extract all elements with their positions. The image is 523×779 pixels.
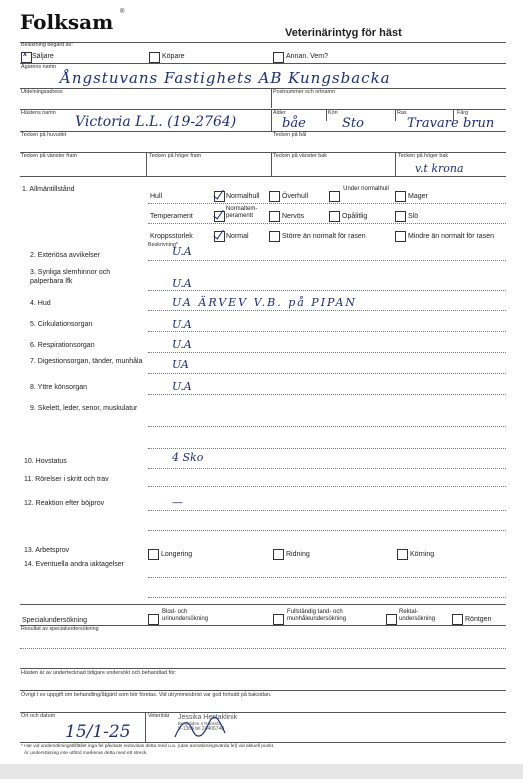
mager-checkbox[interactable]	[395, 191, 406, 202]
stamp-line-3: V-1384 tel 24406740	[178, 726, 225, 732]
tecken-huvud-label: Tecken på huvudet	[21, 132, 67, 138]
footnote-2: Är undersökning inte utförd markeras detta med ett streck.	[24, 751, 148, 756]
ovrigt-label: Övrigt t ex uppgift om behandling/åtgärd som bör företas. Vid utrymmesbrist var god fortsätt på baksidan.	[21, 692, 272, 698]
section-2-value: U.A	[172, 245, 192, 258]
section-7-value: UA	[172, 358, 189, 371]
korning-label: Körning	[410, 551, 435, 558]
ort-value: 15/1-25	[65, 722, 131, 742]
blod-label: Blod- och urinundersökning	[162, 609, 209, 622]
normaltemp-label: Normaltem-peramentt	[226, 206, 258, 219]
section-6-value: U.A	[172, 338, 192, 351]
folksam-logo: Folksam	[20, 10, 114, 34]
ridning-label: Ridning	[286, 551, 310, 558]
tecken-bal-label: Tecken på bål	[273, 132, 307, 138]
kropp-normal-label: Normal	[226, 233, 249, 240]
undernormal-label: Under normalhull	[343, 186, 389, 192]
section-14-label: 14. Eventuella andra iaktagelser	[24, 561, 125, 568]
alder-label: Ålder	[273, 110, 286, 116]
ras-label: Ras	[397, 110, 407, 116]
rontgen-checkbox[interactable]	[452, 614, 463, 625]
section-2-label: 2. Exteriösa avvikelser	[30, 252, 101, 259]
behandlad-label: Hästen är av undertecknad tidigare undersökt och behandlad för:	[21, 670, 177, 676]
ras-value: Travare	[407, 116, 459, 131]
kropp-storre-label: Större än normalt för rasen	[282, 233, 366, 240]
section-12-label: 12. Reaktion efter böjprov	[24, 500, 105, 507]
footnote-1: * Har vid undersökningstillfället inga fel påvisats redovisas detta med u.a. (utan anmärkningsvärda fel) vid aktuell punkt.	[21, 744, 275, 749]
allmant-label: 1. Allmäntillstånd	[22, 186, 75, 193]
hast-name-value: Victoria L.L. (19-2764)	[75, 114, 237, 130]
agare-name-value: Ångstuvans Fastighets AB Kungsbacka	[60, 69, 391, 87]
section-6-label: 6. Respirationsorgan	[30, 342, 95, 349]
section-8-value: U.A	[172, 380, 192, 393]
special-label: Specialundersökning	[22, 617, 87, 624]
resultat-label: Resultat av specialundersökning	[21, 626, 99, 632]
annan-checkbox[interactable]	[273, 52, 284, 63]
section-4-value: UA ÄRVEV V.B. på PIPAN	[172, 296, 358, 309]
normalhull-checkbox[interactable]	[214, 191, 225, 202]
overhull-checkbox[interactable]	[269, 191, 280, 202]
beskrivning-label: Beskrivning*	[148, 242, 178, 248]
address-label: Utdelningsadress	[21, 89, 63, 95]
postal-label: Postnummer och ortnamn	[273, 89, 336, 95]
section-5-value: U.A	[172, 318, 192, 331]
section-10-value: 4 Sko	[172, 451, 204, 464]
blod-checkbox[interactable]	[148, 614, 159, 625]
hull-label: Hull	[150, 193, 163, 200]
farg-value: brun	[463, 116, 495, 131]
saljare-mark: x	[23, 51, 27, 58]
slo-checkbox[interactable]	[395, 211, 406, 222]
tecken-hb-label: Tecken på höger bak	[398, 153, 449, 159]
temperament-label: Temperament	[150, 213, 193, 220]
farg-label: Färg	[457, 110, 469, 116]
nervos-label: Nervös	[282, 213, 305, 220]
agare-name-label: Ägarens namn	[21, 64, 57, 70]
ridning-checkbox[interactable]	[273, 549, 284, 560]
section-13-label: 13. Arbetsprov	[24, 547, 70, 554]
tecken-hf-label: Tecken på höger fram	[149, 153, 202, 159]
section-8-label: 8. Yttre könsorgan	[30, 384, 88, 391]
undernormal-checkbox[interactable]	[329, 191, 340, 202]
opalitlig-label: Opålitlig	[342, 213, 368, 220]
tecken-vb-label: Tecken på vänster bak	[273, 153, 327, 159]
kopare-checkbox[interactable]	[149, 52, 160, 63]
vet-signature	[170, 715, 230, 743]
registered-mark: ®	[120, 9, 125, 15]
page-title: Veterinärintyg för häst	[285, 27, 402, 39]
annan-label: Annan. Vem?	[286, 53, 329, 60]
tand-label: Fullständig tand- och munhåleundersökning	[287, 609, 347, 622]
slo-label: Slö	[408, 213, 419, 220]
section-10-label: 10. Hovstatus	[24, 458, 67, 465]
opalitlig-checkbox[interactable]	[329, 211, 340, 222]
mager-label: Mager	[408, 193, 428, 200]
kopare-label: Köpare	[162, 53, 185, 60]
tand-checkbox[interactable]	[273, 614, 284, 625]
korning-checkbox[interactable]	[397, 549, 408, 560]
longering-checkbox[interactable]	[148, 549, 159, 560]
saljare-label: Säljare	[32, 53, 54, 60]
longering-label: Longering	[161, 551, 193, 558]
kropp-normal-checkbox[interactable]	[214, 231, 225, 242]
rektal-checkbox[interactable]	[386, 614, 397, 625]
rektal-label: Rektal-undersökning	[399, 609, 436, 622]
bestallning-label: Besiktning begärd av:	[21, 42, 73, 48]
tecken-hb-value: v.t krona	[415, 162, 464, 175]
kon-value: Sto	[342, 116, 364, 131]
section-9-label: 9. Skelett, leder, senor, muskulatur	[30, 405, 138, 412]
normaltemp-checkbox[interactable]	[214, 211, 225, 222]
kropp-storre-checkbox[interactable]	[269, 231, 280, 242]
vet-label: Veterinär	[148, 713, 170, 719]
section-3-label: 3. Synliga slemhinnor och palperbara lfk	[30, 269, 111, 285]
section-12-value: —	[172, 496, 183, 509]
nervos-checkbox[interactable]	[269, 211, 280, 222]
section-11-label: 11. Rörelser i skritt och trav	[24, 476, 109, 483]
kon-label: Kön	[328, 110, 338, 116]
section-7-label: 7. Digestionsorgan, tänder, munhåla	[30, 358, 143, 365]
hast-name-label: Hästens namn	[21, 110, 56, 116]
ort-label: Ort och datum	[21, 713, 56, 719]
stamp-line-1: Jessika Hestaklinik	[178, 714, 238, 721]
section-5-label: 5. Cirkulationsorgan	[30, 321, 93, 328]
stamp-line-2: Bergsliden 4 Rankstå	[178, 721, 221, 726]
kropp-mindre-checkbox[interactable]	[395, 231, 406, 242]
rontgen-label: Röntgen	[465, 616, 492, 623]
section-4-label: 4. Hud	[30, 300, 51, 307]
footer-bar	[0, 764, 523, 779]
alder-value: båe	[282, 116, 306, 131]
tecken-vf-label: Tecken på vänster fram	[21, 153, 78, 159]
kroppsstorlek-label: Kroppsstorlek	[150, 233, 193, 240]
normalhull-label: Normalhull	[226, 193, 260, 200]
kropp-mindre-label: Mindre än normalt för rasen	[408, 233, 494, 240]
overhull-label: Överhull	[282, 193, 309, 200]
section-3-value: U.A	[172, 277, 192, 290]
